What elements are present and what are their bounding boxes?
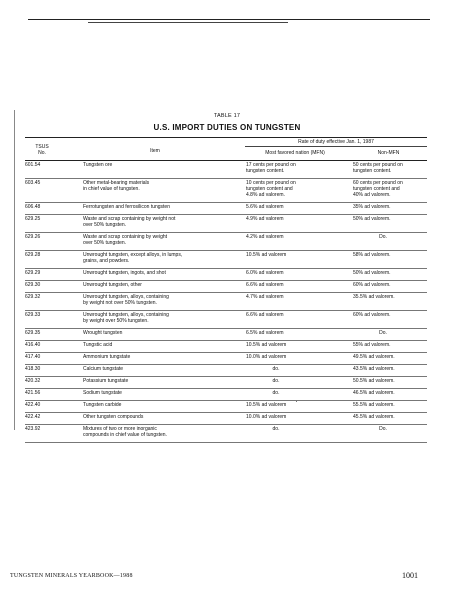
cell-item-line: Unwrought tungsten, ingots, and shot xyxy=(83,270,166,276)
cell-mfn-line: 10 cents per pound on xyxy=(246,180,296,186)
cell-mfn-line: 10.5% ad valorem xyxy=(246,342,287,348)
cell-mfn-line: 10.5% ad valorem xyxy=(246,402,287,408)
cell-mfn-line: do. xyxy=(272,426,280,432)
cell-mfn-line: tungsten content and xyxy=(246,186,293,192)
cell-tsus: 416.40 xyxy=(25,342,41,348)
header-tsus xyxy=(28,144,56,156)
cell-mfn-line: 10.0% ad valorem xyxy=(246,354,287,360)
cell-mfn xyxy=(246,414,346,420)
cell-non-mfn-line: 35.5% ad valorem. xyxy=(353,294,395,300)
cell-tsus: 601.54 xyxy=(25,162,41,168)
table-row xyxy=(25,341,427,353)
header-rate-group: Rate of duty effective Jan. 1, 1987 xyxy=(245,139,427,147)
cell-mfn xyxy=(246,312,346,318)
header-tsus-line2: No. xyxy=(38,150,46,156)
cell-item-line: Calcium tungstate xyxy=(83,366,124,372)
table-label: TABLE 17 xyxy=(213,113,241,119)
cell-non-mfn xyxy=(353,180,429,198)
cell-mfn xyxy=(246,252,346,258)
cell-non-mfn-line: 46.5% ad valorem. xyxy=(353,390,395,396)
cell-item-line: Tungstic acid xyxy=(83,342,113,348)
cell-item-line: Unwrought tungsten, alloys, containing xyxy=(83,294,169,300)
table-row xyxy=(25,269,427,281)
cell-mfn xyxy=(246,426,306,432)
cell-non-mfn xyxy=(353,414,429,420)
table-row xyxy=(25,311,427,329)
cell-item xyxy=(83,252,243,264)
cell-mfn-line: 5.6% ad valorem xyxy=(246,204,284,210)
cell-non-mfn-line: 40% ad valorem. xyxy=(353,192,391,198)
cell-item xyxy=(83,354,243,360)
cell-tsus: 423.92 xyxy=(25,426,41,432)
cell-item-line: over 50% tungsten. xyxy=(83,222,127,228)
table-row xyxy=(25,179,427,203)
cell-item-line: by weight over 50% tungsten. xyxy=(83,318,149,324)
table-header xyxy=(25,138,427,161)
table-row xyxy=(25,377,427,389)
cell-mfn xyxy=(246,204,346,210)
table-row xyxy=(25,233,427,251)
cell-item-line: compounds in chief value of tungsten. xyxy=(83,432,167,438)
table-row xyxy=(25,215,427,233)
cell-non-mfn xyxy=(353,270,429,276)
cell-mfn xyxy=(246,162,346,174)
table-row xyxy=(25,329,427,341)
cell-non-mfn-line: 55% ad valorem. xyxy=(353,342,391,348)
table-row xyxy=(25,161,427,179)
cell-tsus: 417.40 xyxy=(25,354,41,360)
cell-item-line: over 50% tungsten. xyxy=(83,240,127,246)
table-row xyxy=(25,281,427,293)
cell-mfn-line: do. xyxy=(272,378,280,384)
cell-non-mfn xyxy=(353,330,413,336)
cell-mfn xyxy=(246,330,346,336)
cell-item xyxy=(83,414,243,420)
cell-item-line: Wrought tungsten xyxy=(83,330,123,336)
cell-non-mfn xyxy=(353,426,413,432)
cell-item xyxy=(83,282,243,288)
cell-non-mfn xyxy=(353,216,429,222)
cell-non-mfn-line: 35% ad valorem. xyxy=(353,204,391,210)
cell-mfn-line: tungsten content. xyxy=(246,168,285,174)
top-rule-secondary xyxy=(88,22,288,23)
cell-mfn-line: 6.6% ad valorem xyxy=(246,312,284,318)
cell-tsus: 629.35 xyxy=(25,330,41,336)
cell-non-mfn-line: Do. xyxy=(379,330,387,336)
cell-item-line: Tungsten ore xyxy=(83,162,113,168)
cell-non-mfn-line: 43.5% ad valorem. xyxy=(353,366,395,372)
table-title: U.S. IMPORT DUTIES ON TUNGSTEN xyxy=(153,123,301,132)
cell-item xyxy=(83,426,243,438)
cell-non-mfn-line: Do. xyxy=(379,234,387,240)
cell-non-mfn-line: 45.5% ad valorem. xyxy=(353,414,395,420)
cell-item-line: Sodium tungstate xyxy=(83,390,122,396)
cell-non-mfn-line: 58% ad valorem. xyxy=(353,252,391,258)
cell-mfn xyxy=(246,234,346,240)
cell-item xyxy=(83,312,243,324)
cell-tsus: 629.26 xyxy=(25,234,41,240)
cell-item xyxy=(83,330,243,336)
cell-item xyxy=(83,180,243,192)
cell-non-mfn xyxy=(353,234,413,240)
cell-tsus: 629.30 xyxy=(25,282,41,288)
cell-mfn-line: do. xyxy=(272,366,280,372)
cell-non-mfn xyxy=(353,282,429,288)
cell-tsus: 629.28 xyxy=(25,252,41,258)
cell-mfn-line: do. xyxy=(272,390,280,396)
cell-tsus: 629.32 xyxy=(25,294,41,300)
cell-mfn xyxy=(246,390,306,396)
table-row xyxy=(25,413,427,425)
cell-item-line: Waste and scrap containing by weight xyxy=(83,234,168,240)
cell-mfn-line: 4.7% ad valorem xyxy=(246,294,284,300)
cell-mfn xyxy=(246,282,346,288)
cell-non-mfn-line: 50% ad valorem. xyxy=(353,216,391,222)
cell-mfn xyxy=(246,294,346,300)
cell-non-mfn xyxy=(353,342,429,348)
cell-item xyxy=(83,270,243,276)
cell-mfn xyxy=(246,378,306,384)
cell-tsus: 422.42 xyxy=(25,414,41,420)
cell-item-line: by weight not over 50% tungsten. xyxy=(83,300,157,306)
cell-non-mfn-line: 60% ad valorem. xyxy=(353,312,391,318)
cell-non-mfn-line: 55.5% ad valorem. xyxy=(353,402,395,408)
cell-item-line: Potassium tungstate xyxy=(83,378,129,384)
cell-tsus: 421.56 xyxy=(25,390,41,396)
cell-mfn-line: 10.0% ad valorem xyxy=(246,414,287,420)
header-non-mfn: Non-MFN xyxy=(377,150,400,156)
cell-tsus: 418.30 xyxy=(25,366,41,372)
table-row xyxy=(25,365,427,377)
cell-tsus: 629.29 xyxy=(25,270,41,276)
cell-non-mfn xyxy=(353,354,429,360)
cell-tsus: 606.48 xyxy=(25,204,41,210)
cell-mfn-line: 4.9% ad valorem xyxy=(246,216,284,222)
cell-non-mfn-line: 50.5% ad valorem. xyxy=(353,378,395,384)
table-row xyxy=(25,389,427,401)
cell-tsus: 422.40 xyxy=(25,402,41,408)
cell-item-line: Other metal-bearing materials xyxy=(83,180,150,186)
table-row xyxy=(25,293,427,311)
cell-non-mfn xyxy=(353,204,429,210)
cell-tsus: 603.45 xyxy=(25,180,41,186)
cell-non-mfn-line: Do. xyxy=(379,426,387,432)
cell-item xyxy=(83,402,243,408)
duties-table xyxy=(25,137,427,443)
cell-item xyxy=(83,162,243,168)
cell-item xyxy=(83,390,243,396)
cell-item-line: Mixtures of two or more inorganic xyxy=(83,426,157,432)
cell-mfn-line: 10.5% ad valorem xyxy=(246,252,287,258)
cell-tsus: 629.33 xyxy=(25,312,41,318)
cell-mfn xyxy=(246,354,346,360)
cell-item xyxy=(83,234,243,246)
cell-item-line: Other tungsten compounds xyxy=(83,414,144,420)
cell-mfn xyxy=(246,402,346,408)
cell-tsus: 629.25 xyxy=(25,216,41,222)
cell-mfn xyxy=(246,270,346,276)
cell-non-mfn xyxy=(353,312,429,318)
cell-mfn-line: 17 cents per pound on xyxy=(246,162,296,168)
cell-item-line: Ammonium tungstate xyxy=(83,354,131,360)
cell-non-mfn-line: 50 cents per pound on xyxy=(353,162,403,168)
cell-mfn-line: 4.2% ad valorem xyxy=(246,234,284,240)
cell-mfn-line: 6.0% ad valorem xyxy=(246,270,284,276)
table-row xyxy=(25,251,427,269)
header-item: Item xyxy=(150,148,160,154)
table-body xyxy=(25,161,427,443)
cell-item xyxy=(83,204,243,210)
cell-non-mfn-line: tungsten content and xyxy=(353,186,400,192)
table-row xyxy=(25,203,427,215)
cell-non-mfn xyxy=(353,294,429,300)
cell-mfn-line: 6.5% ad valorem xyxy=(246,330,284,336)
table-row xyxy=(25,425,427,443)
cell-item-line: Unwrought tungsten, alloys, containing xyxy=(83,312,169,318)
cell-non-mfn xyxy=(353,378,429,384)
top-rule xyxy=(28,19,430,20)
cell-item-line: in chief value of tungsten. xyxy=(83,186,140,192)
cell-mfn xyxy=(246,216,346,222)
cell-mfn xyxy=(246,366,306,372)
cell-non-mfn xyxy=(353,402,429,408)
cell-non-mfn-line: 49.5% ad valorem. xyxy=(353,354,395,360)
stray-mark xyxy=(296,401,297,402)
cell-non-mfn xyxy=(353,162,429,174)
cell-non-mfn xyxy=(353,366,429,372)
table-row xyxy=(25,353,427,365)
cell-item-line: Unwrought tungsten, other xyxy=(83,282,142,288)
cell-non-mfn-line: 60% ad valorem. xyxy=(353,282,391,288)
cell-non-mfn-line: 50% ad valorem. xyxy=(353,270,391,276)
cell-mfn xyxy=(246,342,346,348)
cell-item-line: Waste and scrap containing by weight not xyxy=(83,216,176,222)
header-tsus-line1: TSUS xyxy=(35,144,49,150)
cell-non-mfn-line: tungsten content. xyxy=(353,168,392,174)
cell-mfn-line: 6.6% ad valorem xyxy=(246,282,284,288)
cell-item-line: grains, and powders. xyxy=(83,258,130,264)
cell-non-mfn-line: 60 cents per pound on xyxy=(353,180,403,186)
cell-item xyxy=(83,294,243,306)
binding-margin-line xyxy=(14,110,15,430)
cell-mfn-line: 4.8% ad valorem. xyxy=(246,192,285,198)
cell-item xyxy=(83,216,243,228)
cell-item xyxy=(83,366,243,372)
cell-item-line: Ferrotungsten and ferrosilicon tungsten xyxy=(83,204,170,210)
cell-non-mfn xyxy=(353,252,429,258)
cell-item xyxy=(83,342,243,348)
cell-mfn xyxy=(246,180,346,198)
cell-item-line: Unwrought tungsten, except alloys, in lumps, xyxy=(83,252,183,258)
cell-non-mfn xyxy=(353,390,429,396)
footer-publication: TUNGSTEN MINERALS YEARBOOK—1988 xyxy=(10,573,133,579)
footer-page-number: 1001 xyxy=(402,571,418,580)
cell-item-line: Tungsten carbide xyxy=(83,402,122,408)
cell-tsus: 420.32 xyxy=(25,378,41,384)
header-mfn: Most favored nation (MFN) xyxy=(265,150,325,156)
table-row xyxy=(25,401,427,413)
cell-item xyxy=(83,378,243,384)
